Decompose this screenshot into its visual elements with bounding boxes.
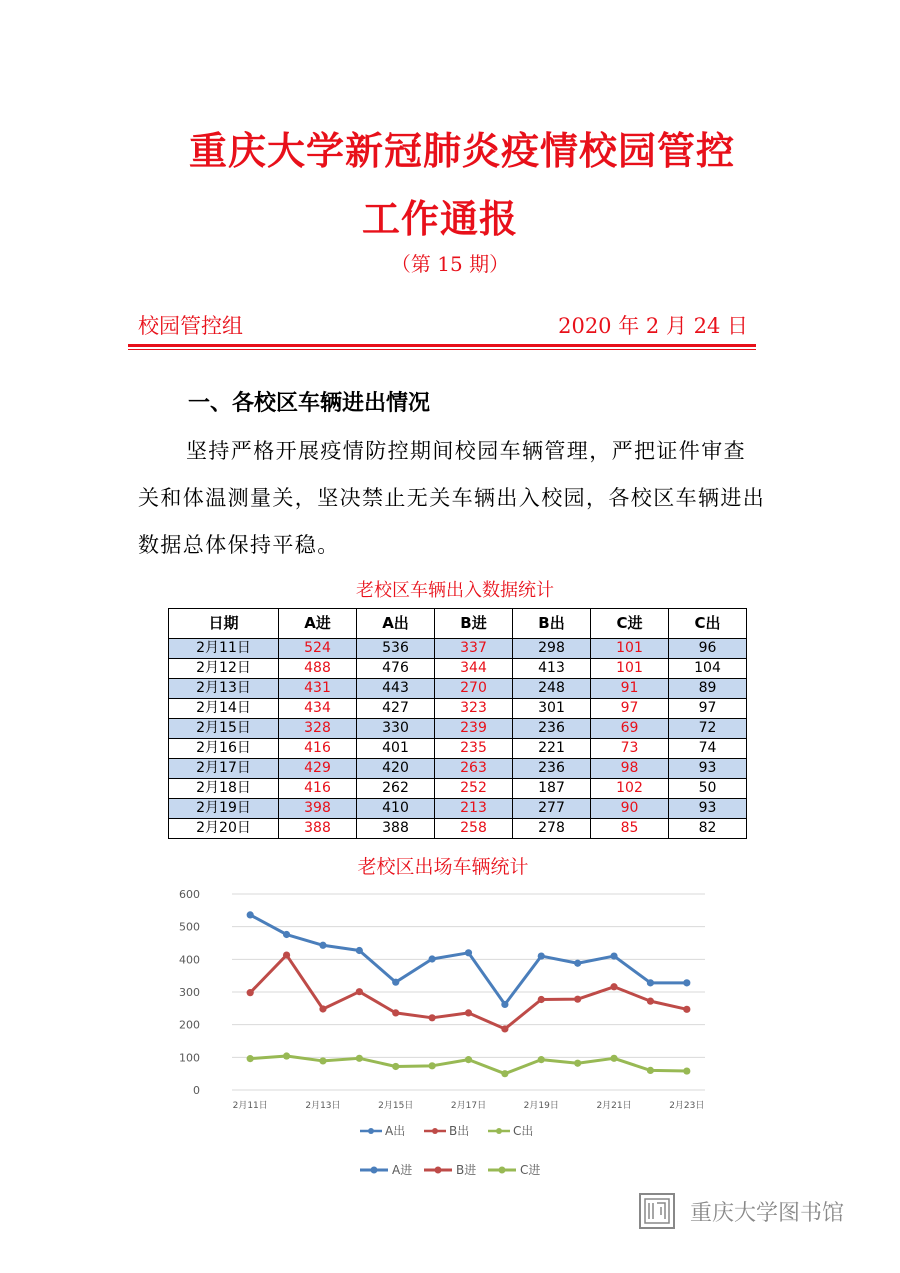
table-cell: 89 <box>669 679 747 699</box>
table-cell: 2月20日 <box>169 819 279 839</box>
data-point <box>501 1070 508 1077</box>
header-divider-thin <box>128 349 756 350</box>
legend-marker <box>432 1128 438 1134</box>
legend-label: C出 <box>513 1124 534 1138</box>
table-header-cell: C出 <box>669 609 747 639</box>
vehicle-table <box>168 608 747 839</box>
report-title-line2: 工作通报 <box>361 196 518 241</box>
x-tick-label: 2月23日 <box>669 1101 705 1111</box>
body-paragraph: 坚持严格开展疫情防控期间校园车辆管理，严把证件审查关和体温测量关，坚决禁止无关车辆出入校园，各校区车辆进出数据总体保持平稳。 <box>138 439 766 557</box>
table-cell: 270 <box>435 679 513 699</box>
table-cell: 85 <box>591 819 669 839</box>
data-point <box>283 931 290 938</box>
x-tick-label: 2月17日 <box>450 1101 487 1111</box>
table-row <box>169 819 747 839</box>
table-cell: 488 <box>279 659 357 679</box>
table-cell: 2月16日 <box>169 739 279 759</box>
data-point <box>247 989 254 996</box>
y-tick-label: 300 <box>179 986 200 999</box>
table-row <box>169 679 747 699</box>
table-cell: 2月17日 <box>169 759 279 779</box>
table-cell: 410 <box>357 799 435 819</box>
y-tick-label: 400 <box>179 953 200 967</box>
table-cell: 239 <box>435 719 513 739</box>
table-cell: 263 <box>435 759 513 779</box>
table-cell: 416 <box>279 779 357 799</box>
table-cell: 69 <box>591 719 669 739</box>
data-point <box>356 988 363 995</box>
table-cell: 97 <box>669 699 747 719</box>
table-header-cell: 日期 <box>169 609 279 639</box>
line-chart <box>170 842 730 1152</box>
table-row <box>169 739 747 759</box>
table-cell: 420 <box>357 759 435 779</box>
data-point <box>319 1005 326 1012</box>
table-cell: 101 <box>591 659 669 679</box>
data-point <box>356 1055 363 1062</box>
y-tick-label: 100 <box>179 1051 200 1065</box>
table-cell: 476 <box>357 659 435 679</box>
header-divider-thick <box>128 344 756 347</box>
data-point <box>501 1001 508 1008</box>
table-header-cell: A出 <box>357 609 435 639</box>
library-watermark <box>638 1192 844 1230</box>
table-cell: 104 <box>669 659 747 679</box>
y-tick-label: 0 <box>193 1084 200 1097</box>
table-cell: 277 <box>513 799 591 819</box>
legend-label: C进 <box>520 1163 541 1177</box>
x-tick-label: 2月19日 <box>523 1101 559 1111</box>
table-cell: 2月19日 <box>169 799 279 819</box>
table-cell: 97 <box>591 699 669 719</box>
data-point <box>247 911 254 918</box>
data-point <box>465 1009 472 1016</box>
table-cell: 102 <box>591 779 669 799</box>
table-cell: 235 <box>435 739 513 759</box>
table-cell: 74 <box>669 739 747 759</box>
y-tick-label: 500 <box>179 920 200 934</box>
table-title: 老校区车辆出入数据统计 <box>356 580 554 601</box>
library-seal-icon <box>638 1192 676 1230</box>
report-title-line1: 重庆大学新冠肺炎疫情校园管控 <box>188 128 735 173</box>
data-point <box>465 949 472 956</box>
table-cell: 388 <box>357 819 435 839</box>
data-point <box>501 1025 508 1032</box>
table-cell: 258 <box>435 819 513 839</box>
table-header-row <box>169 609 747 639</box>
data-point <box>610 952 617 959</box>
table-body <box>169 639 747 839</box>
data-point <box>538 1056 545 1063</box>
data-point <box>538 996 545 1003</box>
table-cell: 73 <box>591 739 669 759</box>
table-cell: 91 <box>591 679 669 699</box>
table-cell: 416 <box>279 739 357 759</box>
watermark-text: 重庆大学图书馆 <box>690 1200 845 1226</box>
table-cell: 213 <box>435 799 513 819</box>
table-cell: 323 <box>435 699 513 719</box>
legend-marker <box>368 1128 374 1134</box>
data-point <box>429 1014 436 1021</box>
table-row <box>169 699 747 719</box>
department: 校园管控组 <box>138 314 243 338</box>
table-cell: 278 <box>513 819 591 839</box>
legend-marker <box>435 1167 442 1174</box>
x-tick-label: 2月11日 <box>232 1101 268 1111</box>
legend-marker <box>499 1167 506 1174</box>
table-cell: 82 <box>669 819 747 839</box>
table-cell: 401 <box>357 739 435 759</box>
table-cell: 443 <box>357 679 435 699</box>
data-point <box>283 951 290 958</box>
y-tick-label: 600 <box>179 888 200 901</box>
table-cell: 524 <box>279 639 357 659</box>
table-cell: 427 <box>357 699 435 719</box>
data-point <box>610 983 617 990</box>
table-header-cell: C进 <box>591 609 669 639</box>
data-point <box>683 979 690 986</box>
data-point <box>647 979 654 986</box>
data-point <box>319 942 326 949</box>
table-cell: 398 <box>279 799 357 819</box>
data-point <box>429 1062 436 1069</box>
legend-label: B进 <box>456 1163 477 1177</box>
data-point <box>356 947 363 954</box>
table-cell: 96 <box>669 639 747 659</box>
table-cell: 429 <box>279 759 357 779</box>
data-point <box>465 1056 472 1063</box>
table-cell: 2月15日 <box>169 719 279 739</box>
x-tick-label: 2月15日 <box>378 1101 414 1111</box>
data-point <box>647 1067 654 1074</box>
table-cell: 2月14日 <box>169 699 279 719</box>
report-date: 2020 年 2 月 24 日 <box>558 314 748 338</box>
table-cell: 2月18日 <box>169 779 279 799</box>
table-cell: 413 <box>513 659 591 679</box>
table-cell: 221 <box>513 739 591 759</box>
table-header-cell: A进 <box>279 609 357 639</box>
table-cell: 298 <box>513 639 591 659</box>
issue-number: （第 15 期） <box>390 252 510 276</box>
table-row <box>169 799 747 819</box>
table-cell: 344 <box>435 659 513 679</box>
legend-marker <box>496 1128 502 1134</box>
data-point <box>392 1063 399 1070</box>
data-point <box>429 955 436 962</box>
background-legend <box>355 1158 595 1182</box>
table-cell: 330 <box>357 719 435 739</box>
data-point <box>574 996 581 1003</box>
table-row <box>169 639 747 659</box>
table-cell: 93 <box>669 759 747 779</box>
table-cell: 72 <box>669 719 747 739</box>
data-point <box>683 1006 690 1013</box>
x-tick-label: 2月21日 <box>596 1101 632 1111</box>
table-cell: 187 <box>513 779 591 799</box>
table-cell: 536 <box>357 639 435 659</box>
chart-title: 老校区出场车辆统计 <box>357 856 529 878</box>
legend-label: A出 <box>385 1124 406 1138</box>
data-point <box>283 1052 290 1059</box>
table-cell: 337 <box>435 639 513 659</box>
table-row <box>169 759 747 779</box>
table-cell: 328 <box>279 719 357 739</box>
table-cell: 262 <box>357 779 435 799</box>
legend-marker <box>371 1167 378 1174</box>
table-row <box>169 659 747 679</box>
data-point <box>247 1055 254 1062</box>
table-cell: 431 <box>279 679 357 699</box>
data-point <box>574 1060 581 1067</box>
data-point <box>610 1055 617 1062</box>
y-tick-label: 200 <box>179 1018 200 1032</box>
table-cell: 2月12日 <box>169 659 279 679</box>
table-cell: 2月11日 <box>169 639 279 659</box>
data-point <box>683 1067 690 1074</box>
table-cell: 236 <box>513 759 591 779</box>
table-row <box>169 719 747 739</box>
data-point <box>574 960 581 967</box>
section-heading: 一、各校区车辆进出情况 <box>188 391 431 416</box>
table-cell: 236 <box>513 719 591 739</box>
legend-label: A进 <box>392 1163 413 1177</box>
table-cell: 101 <box>591 639 669 659</box>
table-cell: 2月13日 <box>169 679 279 699</box>
x-tick-label: 2月13日 <box>305 1101 341 1111</box>
legend-label: B出 <box>449 1124 470 1138</box>
table-cell: 301 <box>513 699 591 719</box>
table-header-cell: B出 <box>513 609 591 639</box>
table-cell: 93 <box>669 799 747 819</box>
data-point <box>392 979 399 986</box>
table-header-cell: B进 <box>435 609 513 639</box>
table-row <box>169 779 747 799</box>
data-point <box>647 998 654 1005</box>
data-point <box>538 952 545 959</box>
table-cell: 50 <box>669 779 747 799</box>
data-point <box>392 1009 399 1016</box>
table-cell: 98 <box>591 759 669 779</box>
table-cell: 388 <box>279 819 357 839</box>
table-cell: 248 <box>513 679 591 699</box>
table-cell: 434 <box>279 699 357 719</box>
table-cell: 90 <box>591 799 669 819</box>
data-point <box>319 1057 326 1064</box>
table-cell: 252 <box>435 779 513 799</box>
